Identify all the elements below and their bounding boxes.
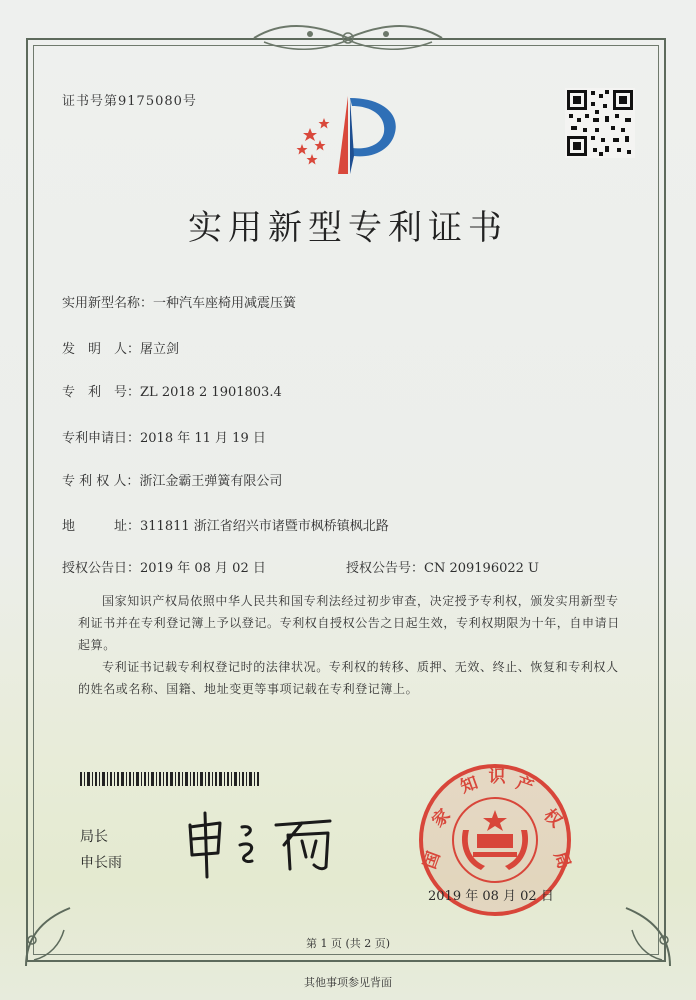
certificate-number: 证书号第9175080号 (62, 94, 197, 109)
director-signature (180, 805, 360, 880)
director-title: 局长 (80, 829, 108, 845)
field-value: 2019 年 08 月 02 日 (140, 561, 266, 576)
back-side-note: 其他事项参见背面 (304, 976, 392, 989)
certificate-title: 实用新型专利证书 (188, 208, 508, 248)
field-label: 实用新型名称： (62, 296, 154, 311)
svg-text:识: 识 (488, 767, 506, 787)
director-name: 申长雨 (80, 855, 122, 871)
field-patentee (62, 470, 282, 489)
svg-text:知: 知 (457, 772, 481, 798)
field-value: ZL 2018 2 1901803.4 (140, 385, 282, 400)
svg-text:权: 权 (539, 805, 566, 832)
field-value: 浙江金霸王弹簧有限公司 (139, 474, 283, 489)
field-address (62, 515, 389, 534)
field-label: 授权公告日： (62, 561, 141, 576)
field-label: 专 利 权 人： (62, 474, 140, 489)
field-label: 授权公告号： (346, 561, 425, 576)
field-utility-model-name (62, 292, 296, 311)
field-label: 发 明 人： (62, 342, 141, 357)
svg-text:产: 产 (513, 772, 537, 798)
field-inventor (62, 338, 179, 357)
top-ornament (250, 20, 446, 56)
field-value: 2018 年 11 月 19 日 (140, 431, 266, 446)
patent-office-logo-icon (290, 92, 410, 180)
field-grant-date (62, 557, 266, 576)
field-value: 311811 浙江省绍兴市诸暨市枫桥镇枫北路 (140, 519, 389, 534)
barcode-icon (80, 772, 260, 786)
field-label: 专利申请日： (62, 431, 141, 446)
page-number: 第 1 页 (共 2 页) (305, 937, 391, 950)
field-label: 地 址： (62, 519, 141, 534)
field-label: 专 利 号： (62, 385, 141, 400)
field-value: 屠立剑 (140, 342, 180, 357)
svg-text:家: 家 (428, 805, 455, 832)
field-value: CN 209196022 U (424, 561, 539, 576)
svg-text:国: 国 (419, 848, 445, 872)
field-value: 一种汽车座椅用减震压簧 (153, 296, 297, 311)
field-grant-number (346, 557, 539, 576)
field-application-date (62, 427, 266, 446)
field-patent-number (62, 381, 282, 400)
svg-text:局: 局 (549, 848, 575, 872)
qr-code-icon (565, 88, 635, 158)
seal-date: 2019 年 08 月 02 日 (428, 889, 554, 904)
grant-statement: 国家知识产权局依照中华人民共和国专利法经过初步审查，决定授予专利权，颁发实用新型专利证书并在专利登记簿上予以登记。专利权自授权公告之日起生效，专利权期限为十年，自申请日起算。 (78, 594, 620, 652)
legal-status-statement: 专利证书记载专利权登记时的法律状况。专利权的转移、质押、无效、终止、恢复和专利权人的姓名或名称、国籍、地址变更等事项记载在专利登记簿上。 (78, 660, 619, 696)
